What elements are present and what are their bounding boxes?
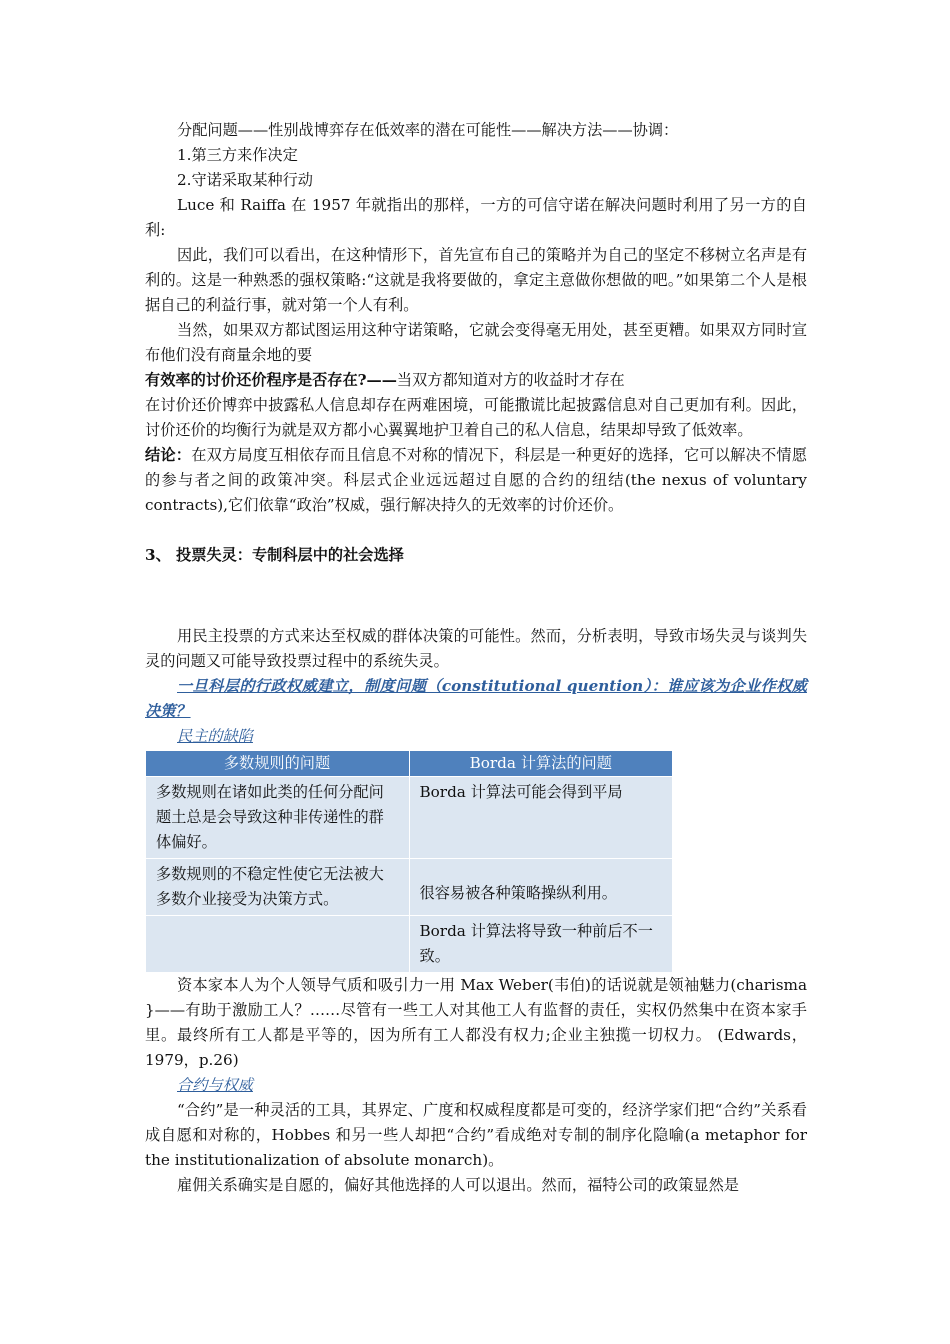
table-row — [146, 916, 673, 973]
table-cell: Borda 计算法将导致一种前后不一致。 — [409, 916, 673, 973]
question-answer: 当双方都知道对方的收益时才存在 — [396, 371, 625, 389]
table-cell — [146, 916, 410, 973]
paragraph: Luce 和 Raiffa 在 1957 年就指出的那样，一方的可信守诺在解决问题时利用了另一方的自利: — [145, 196, 807, 239]
paragraph: 在讨价还价博弈中披露私人信息却存在两难困境，可能撒谎比起披露信息对自己更加有利。因此，讨价还价的均衡行为就是双方都小心翼翼地护卫着自己的私人信息，结果却导致了低效率。 — [145, 396, 807, 439]
subheading-democracy: 民主的缺陷 — [177, 727, 253, 745]
subheading-link — [145, 674, 807, 724]
table-header-row — [146, 751, 673, 777]
paragraph: “合约”是一种灵活的工具，其界定、广度和权威程度都是可变的，经济学家们把“合约”关系看成自愿和对称的，Hobbes 和另一些人却把“合约”看成绝对专制的制序化隐喻(a metaphor for the institutionalization of absolute monarch)。 — [145, 1101, 807, 1169]
paragraph: 分配问题——性别战博弈存在低效率的潜在可能性——解决方法——协调： — [177, 121, 679, 139]
list-item: 2.守诺采取某种行动 — [177, 171, 313, 189]
paragraph: 因此，我们可以看出，在这种情形下，首先宣布自己的策略并为自己的坚定不移树立名声是有利的。这是一种熟悉的强权策略:“这就是我将要做的，拿定主意做你想做的吧。”如果第二个人是根据自己的利益行事，就对第一个人有利。 — [145, 246, 807, 314]
table-cell: 多数规则的不稳定性使它无法被大多数介业接受为决策方式。 — [146, 859, 410, 916]
paragraph: 资本家本人为个人领导气质和吸引力一用 Max Weber(韦伯)的话说就是领袖魅力(charisma }——有助于激励工人？……尽管有一些工人对其他工人有监督的责任，实权仍然集中在资本家手里。最终所有工人都是平等的，因为所有工人都没有权力;企业主独揽一切权力。 (Edwards，1979，p.26) — [145, 976, 807, 1069]
table-cell: 很容易被各种策略操纵利用。 — [409, 859, 673, 916]
list-item: 1.第三方来作决定 — [177, 146, 298, 164]
table-header: 多数规则的问题 — [146, 751, 410, 777]
table-cell: 多数规则在诸如此类的任何分配问题土总是会导致这种非传递性的群体偏好。 — [146, 777, 410, 859]
paragraph-question — [145, 368, 807, 393]
subheading-text: 一旦科层的行政权威建立，制度问题（constitutional quention）：谁应该为企业作权威决策？ — [145, 677, 807, 720]
conclusion-text: 在双方局度互相依存而且信息不对称的情况下，科层是一种更好的选择，它可以解决不情愿的参与者之间的政策冲突。科层式企业远远超过自愿的合约的纽结(the nexus of voluntary contracts),它们依靠“政治”权威，强行解决持久的无效率的讨价还价。 — [145, 446, 808, 514]
paragraph-conclusion — [145, 443, 807, 518]
question-label: 有效率的讨价还价程序是否存在?—— — [145, 371, 397, 389]
document-page — [145, 118, 807, 1198]
paragraph: 用民主投票的方式来达至权威的群体决策的可能性。然而，分析表明，导致市场失灵与谈判失灵的问题又可能导致投票过程中的系统失灵。 — [145, 627, 807, 670]
table-row — [146, 777, 673, 859]
conclusion-label: 结论： — [145, 446, 192, 464]
table-cell: Borda 计算法可能会得到平局 — [409, 777, 673, 859]
subheading-contract: 合约与权威 — [177, 1076, 253, 1094]
table-row — [146, 859, 673, 916]
paragraph: 雇佣关系确实是自愿的，偏好其他选择的人可以退出。然而，福特公司的政策显然是 — [177, 1176, 739, 1194]
comparison-table — [145, 751, 673, 973]
paragraph: 当然，如果双方都试图运用这种守诺策略，它就会变得毫无用处，甚至更糟。如果双方同时宣布他们没有商量余地的要 — [145, 321, 807, 364]
table-header: Borda 计算法的问题 — [409, 751, 673, 777]
section-heading: 3、 投票失灵：专制科层中的社会选择 — [145, 546, 404, 564]
